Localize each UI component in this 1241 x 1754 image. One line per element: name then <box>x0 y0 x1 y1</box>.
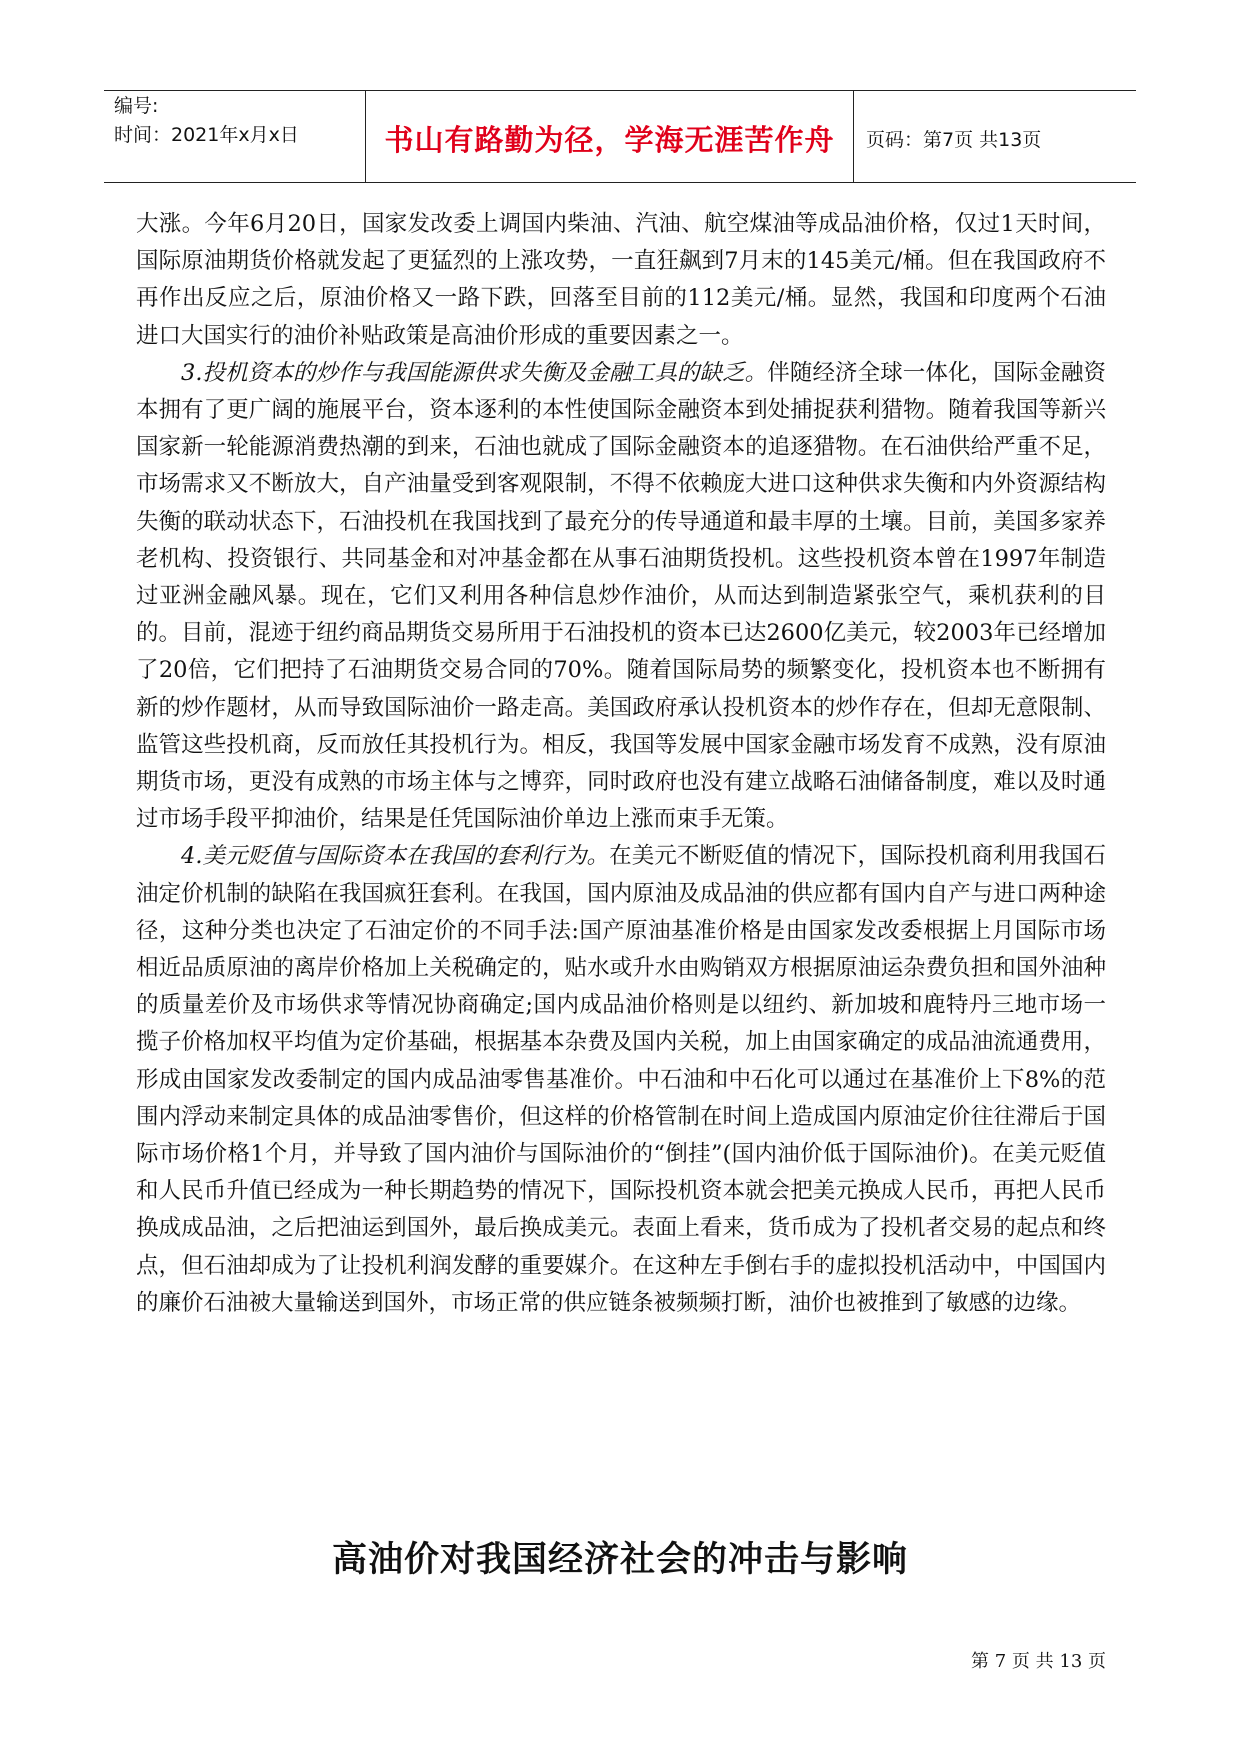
paragraph-text: 在美元不断贬值的情况下，国际投机商利用我国石油定价机制的缺陷在我国疯狂套利。在我国，国内原油及成品油的供应都有国内自产与进口两种途径，这种分类也决定了石油定价的不同手法:国产原油基准价格是由国家发改委根据上月国际市场相近品质原油的离岸价格加上关税确定的，贴水或升水由购销双方根据原油运杂费负担和国外油种的质量差价及市场供求等情况协商确定;国内成品油价格则是以纽约、新加坡和鹿特丹三地市场一揽子价格加权平均值为定价基础，根据基本杂费及国内关税，加上由国家确定的成品油流通费用，形成由国家发改委制定的国内成品油零售基准价。中石油和中石化可以通过在基准价上下8%的范围内浮动来制定具体的成品油零售价，但这样的价格管制在时间上造成国内原油定价往往滞后于国际市场价格1个月，并导致了国内油价与国际油价的“倒挂”(国内油价低于国际油价)。在美元贬值和人民币升值已经成为一种长期趋势的情况下，国际投机资本就会把美元换成人民币，再把人民币换成成品油，之后把油运到国外，最后换成美元。表面上看来，货币成为了投机者交易的起点和终点，但石油却成为了让投机利润发酵的重要媒介。在这种左手倒右手的虚拟投机活动中，中国国内的廉价石油被大量输送到国外，市场正常的供应链条被频频打断，油价也被推到了敏感的边缘。 <box>136 843 1106 1316</box>
paragraph-lead: 3.投机资本的炒作与我国能源供求失衡及金融工具的缺乏。 <box>181 359 768 386</box>
header-meta <box>104 91 366 182</box>
paragraph-lead: 4.美元贬值与国际资本在我国的套利行为。 <box>181 843 610 870</box>
time-label: 时间：2021年x月x日 <box>114 124 299 146</box>
page-header <box>104 90 1136 183</box>
section-title: 高油价对我国经济社会的冲击与影响 <box>331 1539 908 1580</box>
header-motto: 书山有路勤为径，学海无涯苦作舟 <box>366 91 854 182</box>
document-body <box>136 206 1106 1322</box>
page-footer: 第 7 页 共 13 页 <box>971 1651 1106 1672</box>
paragraph <box>136 838 1106 1322</box>
header-page-label: 页码：第7页 共13页 <box>866 129 1042 151</box>
paragraph <box>136 206 1106 355</box>
paragraph <box>136 355 1106 839</box>
number-label: 编号: <box>114 95 159 117</box>
paragraph-text: 大涨。今年6月20日，国家发改委上调国内柴油、汽油、航空煤油等成品油价格，仅过1天时间，国际原油期货价格就发起了更猛烈的上涨攻势，一直狂飙到7月末的145美元/桶。但在我国政府不再作出反应之后，原油价格又一路下跌，回落至目前的112美元/桶。显然，我国和印度两个石油进口大国实行的油价补贴政策是高油价形成的重要因素之一。 <box>136 211 1106 349</box>
paragraph-text: 伴随经济全球一体化，国际金融资本拥有了更广阔的施展平台，资本逐利的本性使国际金融资本到处捕捉获利猎物。随着我国等新兴国家新一轮能源消费热潮的到来，石油也就成了国际金融资本的追逐猎物。在石油供给严重不足，市场需求又不断放大，自产油量受到客观限制，不得不依赖庞大进口这种供求失衡和内外资源结构失衡的联动状态下，石油投机在我国找到了最充分的传导通道和最丰厚的土壤。目前，美国多家养老机构、投资银行、共同基金和对冲基金都在从事石油期货投机。这些投机资本曾在1997年制造过亚洲金融风暴。现在，它们又利用各种信息炒作油价，从而达到制造紧张空气，乘机获利的目的。目前，混迹于纽约商品期货交易所用于石油投机的资本已达2600亿美元，较2003年已经增加了20倍，它们把持了石油期货交易合同的70%。随着国际局势的频繁变化，投机资本也不断拥有新的炒作题材，从而导致国际油价一路走高。美国政府承认投机资本的炒作存在，但却无意限制、监管这些投机商，反而放任其投机行为。相反，我国等发展中国家金融市场发育不成熟，没有原油期货市场，更没有成熟的市场主体与之博弈，同时政府也没有建立战略石油储备制度，难以及时通过市场手段平抑油价，结果是任凭国际油价单边上涨而束手无策。 <box>136 359 1106 833</box>
